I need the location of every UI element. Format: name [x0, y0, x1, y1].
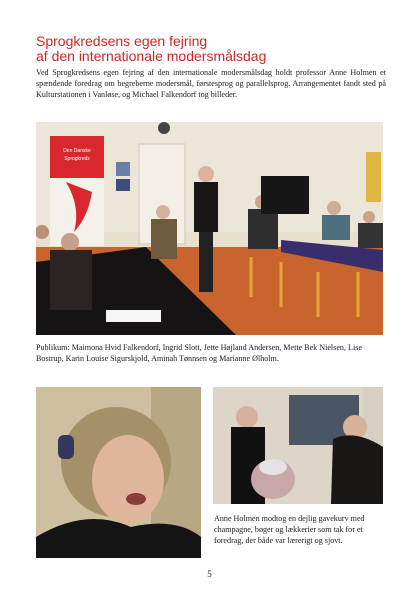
title-line-2: af den internationale modersmålsdag	[36, 48, 267, 64]
title-line-1: Sprogkredsens egen fejring	[36, 33, 208, 49]
gift-caption: Anne Holmen modtog en dejlig gavekurv med champagne, bøger og lækkerier som tak for et foredrag, der både var lærerigt og sjovt.	[214, 514, 365, 546]
audience-photo	[36, 122, 383, 335]
page-number: 5	[207, 569, 212, 579]
banner-text: Den Danske	[63, 148, 91, 154]
article-title	[36, 34, 396, 64]
intro-paragraph: Ved Sprogkredsens egen fejring af den internationale modersmålsdag holdt professor Anne Holmen et spændende foredrag om begreberne modersmål, førstesprog og parallelsprog. Arrangementet fandt sted på Kulturstationen i Vanløse, og Michael Falkendorf tog billeder.	[36, 68, 386, 100]
svg-text:Sprogkreds: Sprogkreds	[64, 156, 90, 162]
speaker-photo	[36, 387, 201, 558]
gift-photo	[213, 387, 383, 504]
audience-caption: Publikum: Maimona Hvid Falkendorf, Ingrid Slott, Jette Højland Andersen, Mette Bek Nielsen, Lise Bostrup, Karin Louise Sigurskjold, Aminah Tønnsen og Marianne Ølholm.	[36, 343, 362, 364]
